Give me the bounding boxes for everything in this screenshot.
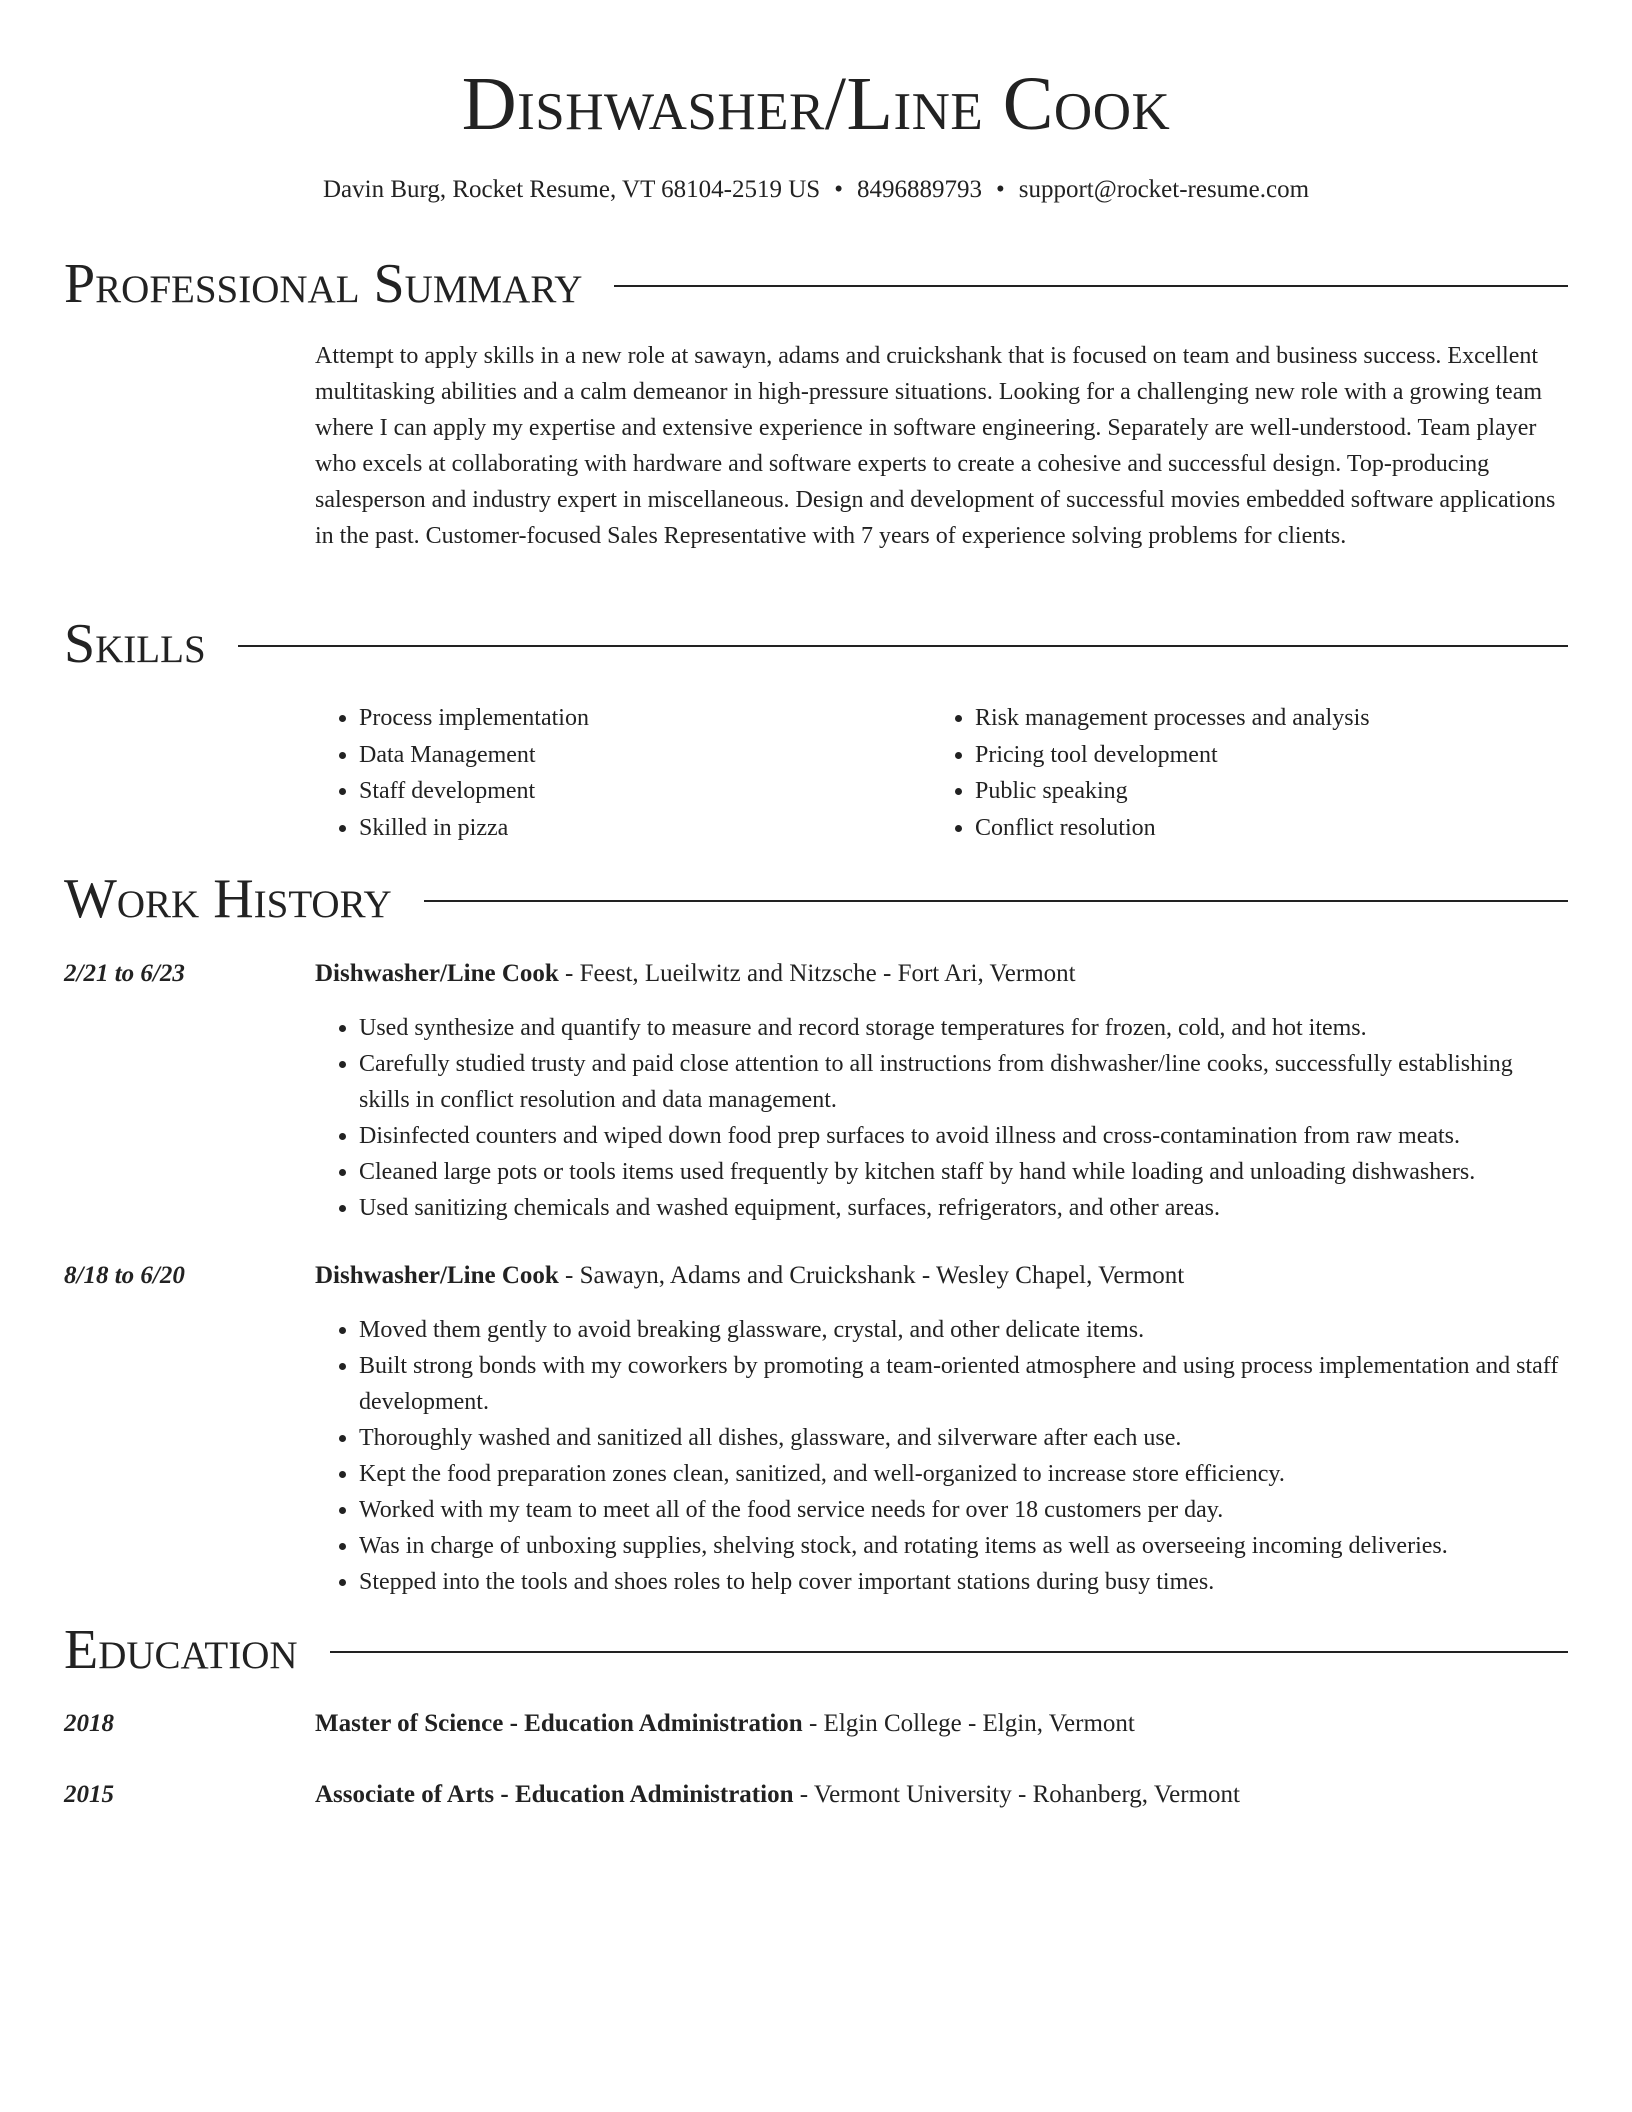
contact-address: Davin Burg, Rocket Resume, VT 68104-2519 US bbox=[322, 176, 821, 203]
job-duty: • Thoroughly washed and sanitized all dishes, glassware, and silverware after each use. bbox=[359, 1420, 1568, 1456]
job-duty: • Disinfected counters and wiped down food prep surfaces to avoid illness and cross-contamination from raw meats. bbox=[359, 1118, 1568, 1154]
skills-column-left bbox=[315, 700, 931, 846]
education-year: 2015 bbox=[64, 1781, 114, 1808]
summary-text: Attempt to apply skills in a new role at sawayn, adams and cruickshank that is focused on team and business success. Excellent multitasking abilities and a calm demeanor in high-pressure situations. Looking for a challenging new role with a growing team where I can apply my expertise and extensive experience in software engineering. Separately are well-understood. Team player who excels at collaborating with hardware and software experts to create a cohesive and successful design. Top-producing salesperson and industry expert in miscellaneous. Design and development of successful movies embedded software applications in the past. Customer-focused Sales Representative with 7 years of experience solving problems for clients. bbox=[315, 343, 1556, 549]
job-title-line bbox=[315, 956, 1076, 992]
contact-phone: 8496889793 bbox=[856, 176, 982, 203]
job-duty: • Stepped into the tools and shoes roles to help cover important stations during busy times. bbox=[359, 1564, 1568, 1600]
skills-column-right bbox=[931, 700, 1547, 846]
job-title: Dishwasher/Line Cook bbox=[315, 1262, 559, 1289]
skill-item: • Staff development bbox=[359, 773, 931, 810]
section-divider bbox=[330, 1651, 1568, 1653]
skill-item: • Risk management processes and analysis bbox=[975, 700, 1547, 737]
skill-item: • Skilled in pizza bbox=[359, 810, 931, 847]
job-duty: • Kept the food preparation zones clean, sanitized, and well-organized to increase store efficiency. bbox=[359, 1456, 1568, 1492]
skills-section-header bbox=[64, 612, 1568, 676]
summary-heading: Professional Summary bbox=[64, 253, 583, 315]
education-school: - Vermont University - Rohanberg, Vermont bbox=[793, 1781, 1240, 1808]
contact-email: support@rocket-resume.com bbox=[1018, 176, 1310, 203]
section-divider bbox=[424, 900, 1568, 902]
skill-item: • Process implementation bbox=[359, 700, 931, 737]
job-dates: 8/18 to 6/20 bbox=[64, 1262, 185, 1289]
contact-line bbox=[64, 172, 1568, 208]
job-duty: • Was in charge of unboxing supplies, shelving stock, and rotating items as well as overseeing incoming deliveries. bbox=[359, 1528, 1568, 1564]
skills-list bbox=[315, 700, 1568, 846]
job-duty: • Worked with my team to meet all of the food service needs for over 18 customers per day. bbox=[359, 1492, 1568, 1528]
job-title-line bbox=[315, 1258, 1184, 1294]
contact-separator: • bbox=[834, 176, 843, 203]
contact-separator: • bbox=[995, 176, 1005, 203]
education-degree: Associate of Arts - Education Administration bbox=[315, 1781, 794, 1808]
resume-name: Dishwasher/Line Cook bbox=[461, 62, 1171, 146]
education-entry bbox=[315, 1706, 1135, 1742]
job-employer: - Sawayn, Adams and Cruickshank - Wesley Chapel, Vermont bbox=[558, 1262, 1185, 1289]
job-duty: • Moved them gently to avoid breaking glassware, crystal, and other delicate items. bbox=[359, 1312, 1568, 1348]
job-dates: 2/21 to 6/23 bbox=[64, 960, 185, 987]
education-heading: Education bbox=[64, 1619, 298, 1681]
education-degree: Master of Science - Education Administration bbox=[315, 1710, 803, 1737]
education-school: - Elgin College - Elgin, Vermont bbox=[802, 1710, 1135, 1737]
section-divider bbox=[238, 645, 1568, 647]
education-year: 2018 bbox=[64, 1710, 114, 1737]
section-divider bbox=[614, 285, 1568, 287]
summary-section-header bbox=[64, 252, 1568, 316]
job-duty: • Used sanitizing chemicals and washed equipment, surfaces, refrigerators, and other areas. bbox=[359, 1190, 1568, 1226]
job-duty: • Cleaned large pots or tools items used frequently by kitchen staff by hand while loading and unloading dishwashers. bbox=[359, 1154, 1568, 1190]
job-duties bbox=[315, 1010, 1568, 1226]
skill-item: • Pricing tool development bbox=[975, 737, 1547, 774]
job-employer: - Feest, Lueilwitz and Nitzsche - Fort Ari, Vermont bbox=[558, 960, 1076, 987]
job-duty: • Used synthesize and quantify to measure and record storage temperatures for frozen, cold, and hot items. bbox=[359, 1010, 1568, 1046]
job-duties bbox=[315, 1312, 1568, 1600]
education-section-header bbox=[64, 1618, 1568, 1682]
skill-item: • Public speaking bbox=[975, 773, 1547, 810]
job-duty: • Built strong bonds with my coworkers by promoting a team-oriented atmosphere and using process implementation and staff development. bbox=[359, 1348, 1568, 1420]
skills-heading: Skills bbox=[64, 613, 206, 675]
education-entry bbox=[315, 1777, 1240, 1813]
work-heading: Work History bbox=[64, 868, 392, 930]
work-section-header bbox=[64, 867, 1568, 931]
job-duty: • Carefully studied trusty and paid close attention to all instructions from dishwasher/line cooks, successfully establishing skills in conflict resolution and data management. bbox=[359, 1046, 1568, 1118]
skill-item: • Conflict resolution bbox=[975, 810, 1547, 847]
job-title: Dishwasher/Line Cook bbox=[315, 960, 559, 987]
skill-item: • Data Management bbox=[359, 737, 931, 774]
